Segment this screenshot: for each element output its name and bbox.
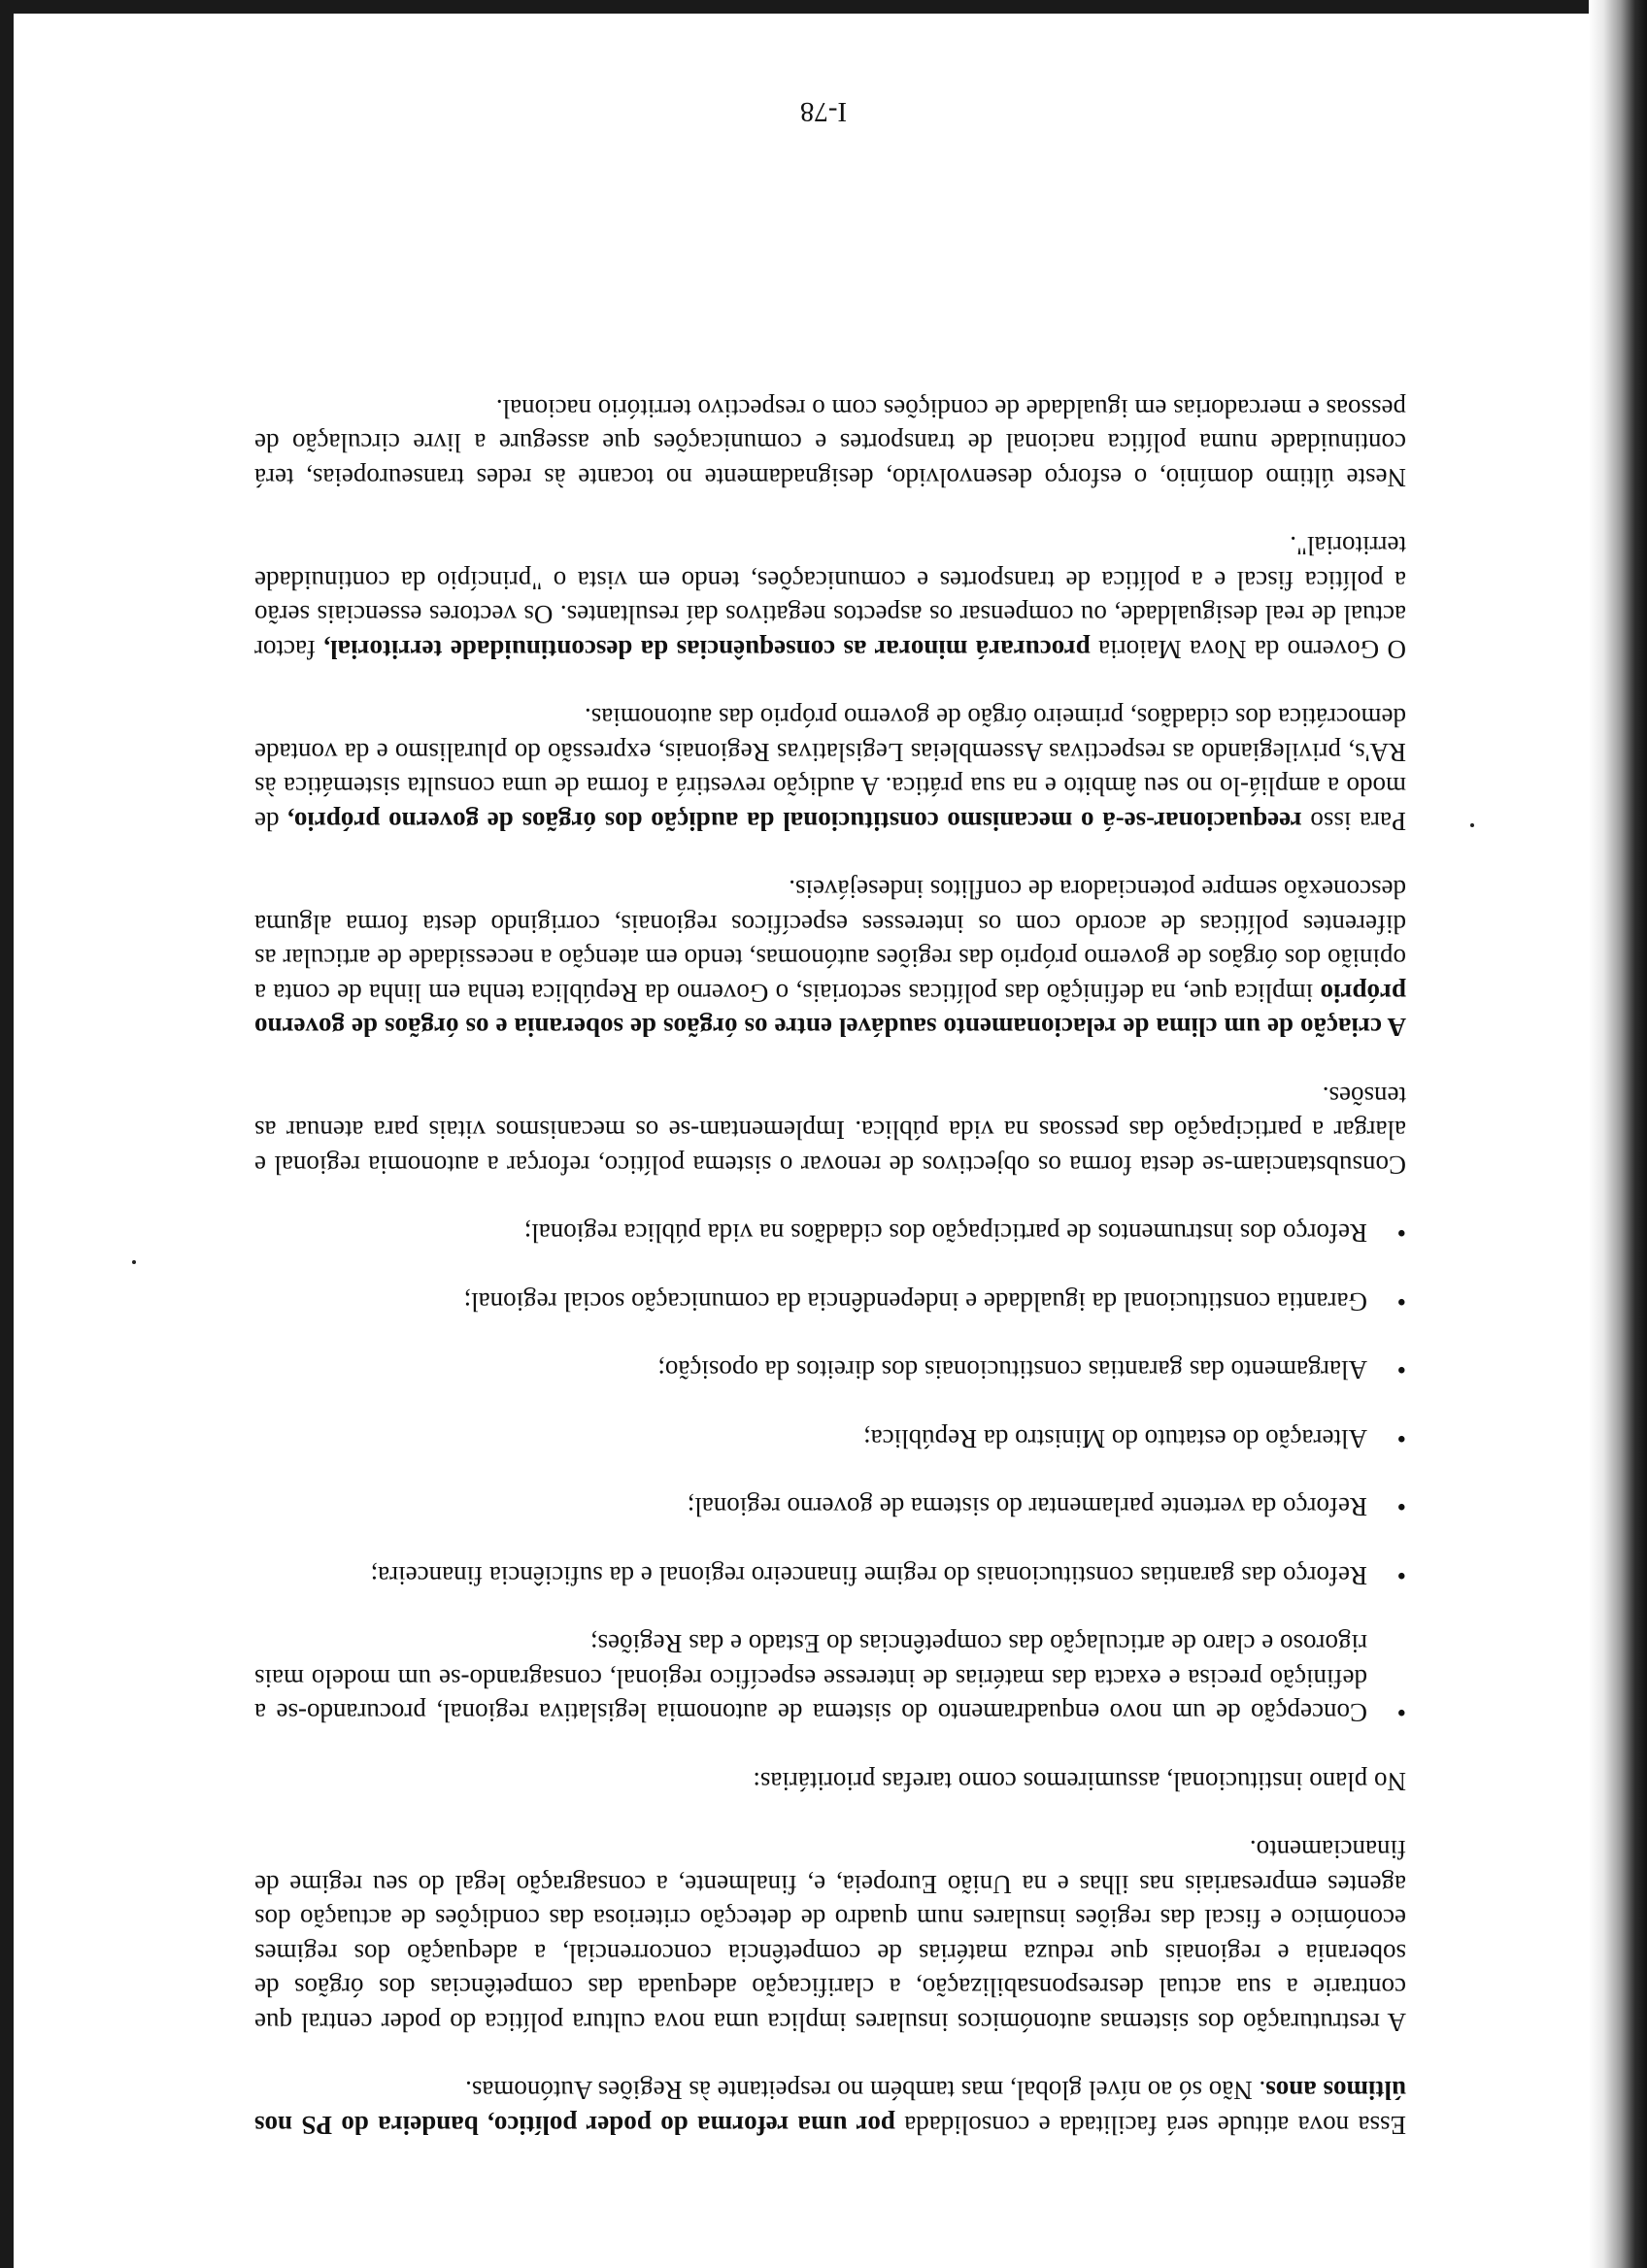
bullet-icon: • [1396, 1424, 1406, 1453]
text-run: Neste último domínio, o esforço desenvolvido, designadamente no tocante às redes transeuropeias, terá continuidade numa política nacional de transportes e comunicações que assegure a livre circulação de pessoas e mercadorias em igualdade de condições com o respectivo território nacional. [254, 394, 1406, 492]
text-run: Consubstanciam-se desta forma os objectivos de renovar o sistema político, reforçar a autonomia regional e alargar a participação das pessoas na vida pública. Implementam-se os mecanismos vitais para atenuar as tensões. [254, 1082, 1406, 1180]
list-item-text: Garantia constitucional da igualdade e independência da comunicação social regional; [463, 1287, 1367, 1317]
text-run: de modo a ampliá-lo no seu âmbito e na sua prática. A audição revestirá a forma de uma consulta sistemática às RA's, privilegiando as respectivas Assembleias Legislativas Regionais, expressão do pluralismo e da vontade democrática dos cidadãos, primeiro órgão de governo próprio das autonomias. [254, 703, 1406, 836]
list-item [254, 1352, 1406, 1387]
list-item-text: Alteração do estatuto do Ministro da República; [863, 1424, 1367, 1453]
paragraph-p2 [254, 1832, 1406, 2039]
list-item [254, 1216, 1406, 1251]
list-item [254, 1626, 1406, 1730]
text-run: . Não só ao nível global, mas também no respeitante às Regiões Autónomas. [465, 2076, 1266, 2106]
closing-paragraphs [254, 391, 1406, 1183]
bullet-icon: • [1396, 1561, 1406, 1590]
list-item [254, 1284, 1406, 1319]
text-run: O Governo da Nova Maioria [1090, 635, 1406, 664]
bold-text: reequacionar-se-á o mecanismo constitucional da audição dos órgãos de governo próprio, [287, 807, 1302, 836]
bullet-icon: • [1396, 1492, 1406, 1522]
bullet-icon: • [1396, 1287, 1406, 1317]
text-run: Para isso [1301, 807, 1406, 836]
list-item [254, 1489, 1406, 1524]
priority-tasks-list [254, 1216, 1406, 1730]
bold-text: procurará minorar as consequências da descontinuidade territorial, [323, 635, 1091, 664]
paragraph-p6 [254, 700, 1406, 838]
text-run: Essa nova atitude será facilitada e consolidada [894, 2111, 1406, 2140]
list-item-text: Reforço dos instrumentos de participação dos cidadãos na vida pública regional; [523, 1218, 1367, 1249]
text-run: No plano institucional, assumiremos como tarefas prioritárias: [753, 1767, 1406, 1796]
list-item-text: Concepção de um novo enquadramento do sistema de autonomia legislativa regional, procurando-se a definição precisa e exacta das matérias de interesse específico regional, consagrando-se um modelo mais rigoroso e claro de articulação das competências do Estado e das Regiões; [254, 1629, 1367, 1728]
paragraph-p1 [254, 2073, 1406, 2142]
bold-text: por uma reforma do poder político, bandeira do PS nos últimos anos [254, 2076, 1406, 2140]
list-item-text: Reforço das garantias constitucionais do regime financeiro regional e da suficiência financeira; [370, 1561, 1367, 1590]
bullet-icon: • [1396, 1355, 1406, 1385]
list-item-text: Alargamento das garantias constitucionais dos direitos da oposição; [657, 1355, 1367, 1385]
list-item [254, 1421, 1406, 1456]
paragraph-p4 [254, 1079, 1406, 1183]
text-run: implica que, na definição das políticas sectoriais, o Governo da República tenha em linha de conta a opinião dos órgãos de governo próprio das regiões autónomas, tendo em atenção a necessidade de articular as diferentes políticas de acordo com os interesses específicos regionais, corrigindo desta forma alguma desconexão sempre potenciadora de conflitos indesejáveis. [254, 875, 1406, 1008]
list-item-text: Reforço da vertente parlamentar do sistema de governo regional; [687, 1492, 1367, 1522]
bullet-icon: • [1396, 1698, 1406, 1728]
intro-paragraphs [254, 1764, 1406, 2143]
bold-text: A criação de um clima de relacionamento saudável entre os órgãos de soberania e os órgãos de governo próprio [254, 979, 1406, 1043]
bullet-icon: • [1396, 1218, 1406, 1249]
page-number: I-78 [799, 96, 848, 127]
paragraph-p5 [254, 872, 1406, 1045]
paragraph-p8 [254, 391, 1406, 495]
paragraph-p7 [254, 528, 1406, 666]
text-run: A restruturação dos sistemas autonómicos insulares implica uma nova cultura política do poder central que contrarie a sua actual desresponsabilização, a clarificação adequada das competências dos órgãos de soberania e regionais que reduza matérias de competência concorrencial, a adequação dos regimes económico e fiscal das regiões insulares num quadro de detecção criteriosa das condições de actuação dos agentes empresariais nas ilhas e na União Europeia, e, finalmente, a consagração legal do seu regime de financiamento. [254, 1835, 1406, 2037]
text-run: factor actual de real desigualdade, ou compensar os aspectos negativos daí resultantes. Os vectores essenciais serão a política fiscal e a política de transportes e comunicações, tendo em vista o "princípio da continuidade territorial". [253, 531, 1406, 664]
list-item [254, 1558, 1406, 1593]
paragraph-p3 [254, 1764, 1406, 1799]
document-body [254, 357, 1406, 2143]
